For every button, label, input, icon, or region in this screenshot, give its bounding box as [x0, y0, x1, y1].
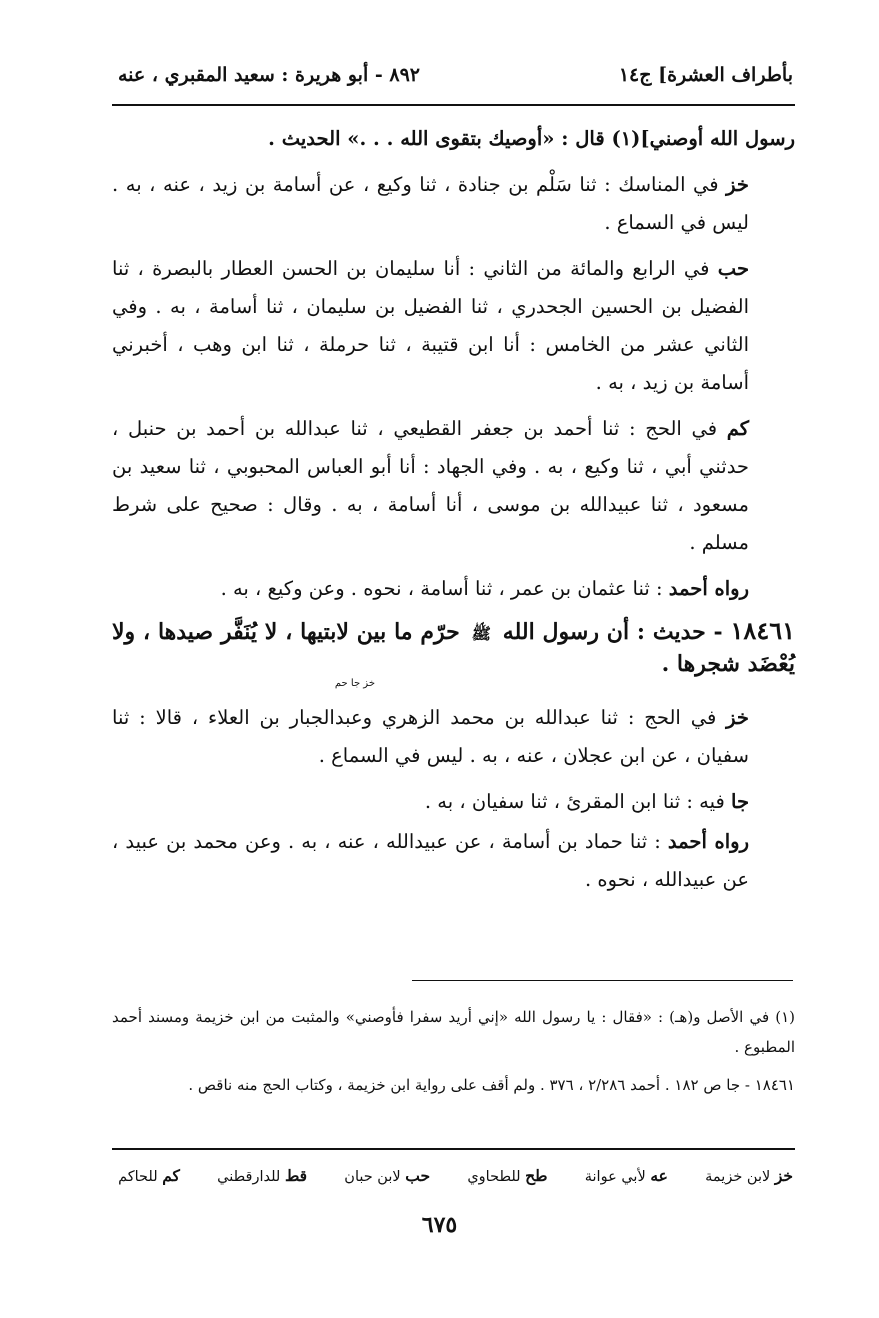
abbr-code: قط — [284, 1165, 308, 1185]
salawat-symbol: ﷺ — [471, 624, 491, 643]
source-abbr: حب — [717, 257, 749, 280]
source-abbr: كم — [726, 417, 749, 440]
abbr-item — [118, 1166, 180, 1185]
abbr-code: كم — [162, 1165, 180, 1185]
header-section-title: ٨٩٢ - أبو هريرة : سعيد المقبري ، عنه — [118, 64, 420, 86]
footnotes — [112, 1002, 795, 1108]
abbr-code: خز — [774, 1165, 793, 1185]
abbr-item — [217, 1166, 307, 1185]
abbr-code: عه — [650, 1165, 668, 1185]
paragraph-text: في المناسك : ثنا سَلْم بن جنادة ، ثنا وكيع ، عن أسامة بن زيد ، عنه ، به . ليس في السماع . — [112, 173, 749, 234]
header-volume-title: بأطراف العشرة] ج١٤ — [618, 64, 793, 86]
abbr-item — [467, 1166, 547, 1185]
paragraph-text: فيه : ثنا ابن المقرئ ، ثنا سفيان ، به . — [424, 790, 725, 813]
abbr-item — [705, 1166, 793, 1185]
abbr-code: طح — [525, 1165, 548, 1185]
running-header — [118, 58, 793, 92]
paragraph — [112, 250, 795, 402]
paragraph — [112, 823, 795, 899]
abbr-desc: للطحاوي — [467, 1168, 521, 1185]
paragraph-text: : ثنا عثمان بن عمر ، ثنا أسامة ، نحوه . وعن وكيع ، به . — [220, 577, 663, 600]
source-abbr: خز — [726, 173, 749, 196]
paragraph — [112, 570, 795, 608]
abbr-item — [585, 1166, 668, 1185]
footnote: ١٨٤٦١ - جا ص ١٨٢ . أحمد ٢/٢٨٦ ، ٣٧٦ . ولم أقف على رواية ابن خزيمة ، وكتاب الحج منه ناقص . — [188, 1076, 795, 1094]
paragraph-text: : ثنا حماد بن أسامة ، عن عبيدالله ، عنه ، به . وعن محمد بن عبيد ، عن عبيدالله ، نحوه . — [112, 830, 749, 891]
abbr-code: حب — [405, 1165, 431, 1185]
hadith-sources: خز جا حم — [334, 678, 375, 689]
paragraph — [112, 410, 795, 562]
abbr-desc: لابن خزيمة — [705, 1168, 771, 1185]
paragraph-text: في الرابع والمائة من الثاني : أنا سليمان بن الحسن العطار بالبصرة ، ثنا الفضيل بن الحسين الجحدري ، ثنا الفضيل بن سليمان ، ثنا أسامة ، به . وفي الثاني عشر من الخامس : أنا ابن قتيبة ، ثنا حرملة ، ثنا ابن وهب ، أخبرني أسامة بن زيد ، به . — [112, 257, 749, 394]
paragraph-text: في الحج : ثنا أحمد بن جعفر القطيعي ، ثنا عبدالله بن أحمد بن حنبل ، حدثني أبي ، ثنا وكيع ، به . وفي الجهاد : أنا أبو العباس المحبوبي ، ثنا سعيد بن مسعود ، ثنا عبيدالله بن موسى ، أنا أسامة ، به . وقال : صحيح على شرط مسلم . — [112, 417, 749, 554]
page-number: ٦٧٥ — [421, 1212, 458, 1238]
abbr-desc: لابن حبان — [344, 1168, 401, 1185]
abbr-desc: لأبي عوانة — [584, 1168, 646, 1185]
hadith-number: ١٨٤٦١ — [730, 616, 795, 645]
paragraph — [112, 166, 795, 242]
paragraph-text: رسول الله أوصني](١) قال : «أوصيك بتقوى الله . . .» الحديث . — [268, 127, 795, 150]
main-text — [112, 120, 795, 907]
source-abbr: رواه أحمد — [668, 577, 749, 600]
footer-rule — [112, 1148, 795, 1150]
abbr-desc: للحاكم — [118, 1168, 158, 1185]
hadith-heading — [112, 616, 795, 689]
source-abbr: خز — [726, 706, 749, 729]
hadith-allah: الله — [502, 619, 535, 645]
abbr-desc: للدارقطني — [217, 1168, 281, 1185]
paragraph — [112, 120, 795, 158]
abbr-item — [344, 1166, 430, 1185]
hadith-label: - حديث : أن رسول — [542, 619, 723, 645]
paragraph-text: في الحج : ثنا عبدالله بن محمد الزهري وعبدالجبار بن العلاء ، قالا : ثنا سفيان ، عن ابن عجلان ، عنه ، به . ليس في السماع . — [112, 706, 749, 767]
footnote: (١) في الأصل و(هـ) : «فقال : يا رسول الله «إني أريد سفرا فأوصني» والمثبت من ابن خزيمة ومسند أحمد المطبوع . — [112, 1008, 795, 1056]
footnote-separator — [412, 980, 793, 981]
paragraph — [112, 699, 795, 775]
source-abbr: رواه أحمد — [667, 830, 749, 853]
header-rule — [112, 104, 795, 106]
abbreviations-key — [118, 1160, 793, 1190]
hadith-text: حرّم ما بين لابتيها ، لا يُنَفَّر صيدها ، ولا يُعْضَد شجرها . — [112, 619, 795, 677]
paragraph — [112, 783, 795, 821]
source-abbr: جا — [731, 790, 749, 813]
